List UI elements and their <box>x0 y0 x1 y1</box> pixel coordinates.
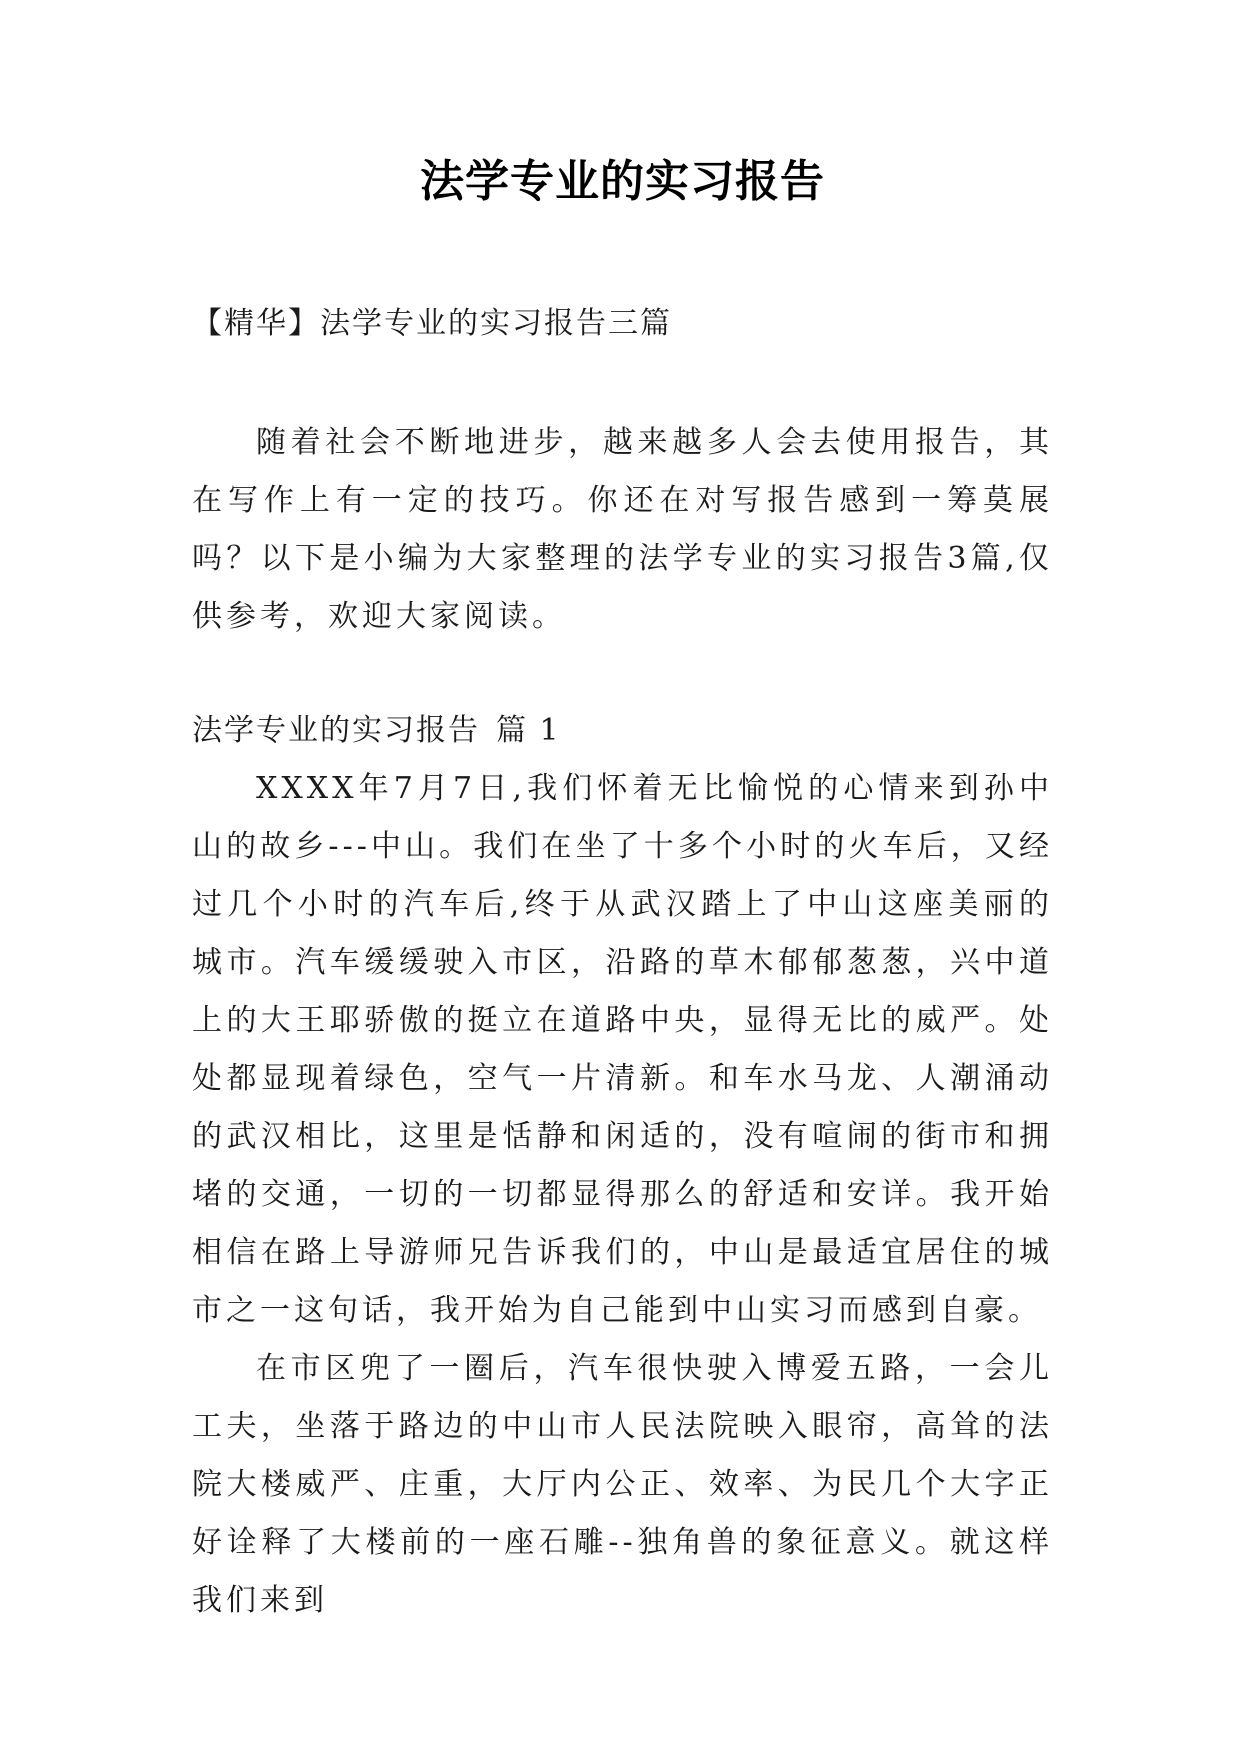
document-title: 法学专业的实习报告 <box>420 156 825 207</box>
section-heading <box>192 702 1053 760</box>
body-paragraph: 在市区兜了一圈后，汽车很快驶入博爱五路，一会儿工夫，坐落于路边的中山市人民法院映入眼帘，高耸的法院大楼威严、庄重，大厅内公正、效率、为民几个大字正好诠释了大楼前的一座石雕--独角兽的象征意义。就这样我们来到 <box>192 1351 1053 1618</box>
body-paragraph: XXXX年7月7日,我们怀着无比愉悦的心情来到孙中山的故乡---中山。我们在坐了十多个小时的火车后，又经过几个小时的汽车后,终于从武汉踏上了中山这座美丽的城市。汽车缓缓驶入市区，沿路的草木郁郁葱葱，兴中道上的大王耶骄傲的挺立在道路中央，显得无比的威严。处处都显现着绿色，空气一片清新。和车水马龙、人潮涌动的武汉相比，这里是恬静和闲适的，没有喧闹的街市和拥堵的交通，一切的一切都显得那么的舒适和安详。我开始相信在路上导游师兄告诉我们的，中山是最适宜居住的城市之一这句话，我开始为自己能到中山实习而感到自豪。 <box>192 771 1053 1328</box>
intro-paragraph: 随着社会不断地进步，越来越多人会去使用报告，其在写作上有一定的技巧。你还在对写报告感到一筹莫展吗？以下是小编为大家整理的法学专业的实习报告3篇,仅供参考，欢迎大家阅读。 <box>192 425 1053 634</box>
section-heading-text: 法学专业的实习报告 <box>192 713 480 748</box>
section-number: 篇 1 <box>496 713 561 748</box>
document-subtitle: 【精华】法学专业的实习报告三篇 <box>192 306 672 341</box>
